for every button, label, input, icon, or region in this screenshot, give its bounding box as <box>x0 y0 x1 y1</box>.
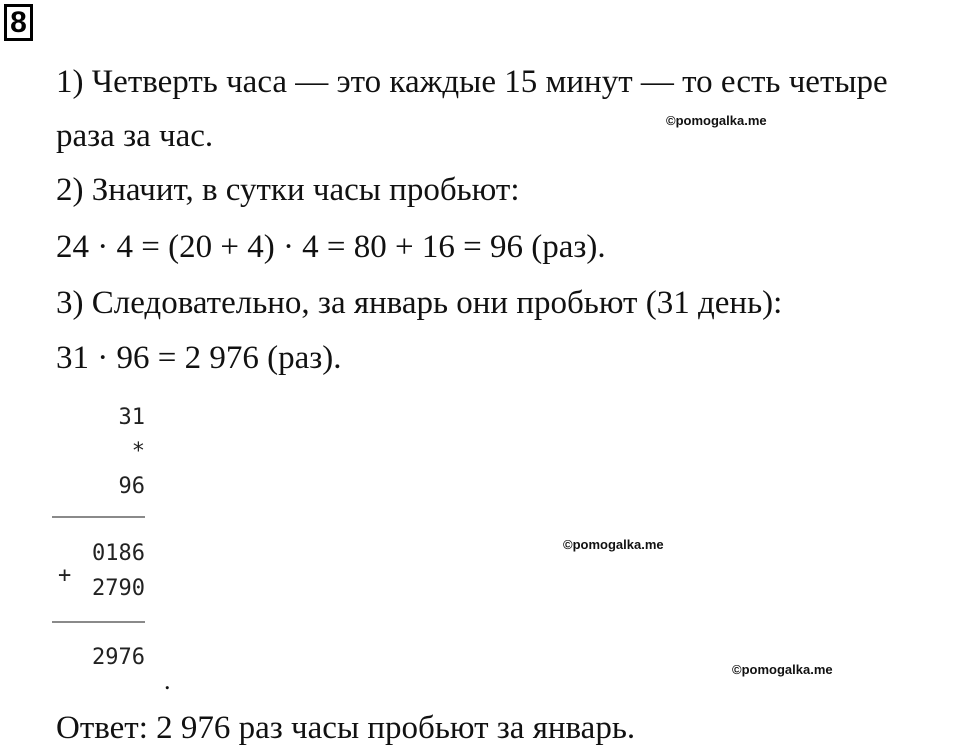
multiplicand: 31 <box>118 405 145 430</box>
solution-line-5: 3) Следовательно, за январь они пробьют (31 день): <box>56 285 783 321</box>
multiplier: 96 <box>118 474 145 499</box>
plus-sign: + <box>58 563 72 588</box>
watermark: ©pomogalka.me <box>732 662 833 677</box>
solution-line-1: 1) Четверть часа — это каждые 15 минут — то есть четыре <box>56 64 888 100</box>
answer-line: Ответ: 2 976 раз часы пробьют за январь. <box>56 710 636 746</box>
partial-product-2: 2790 <box>92 576 145 601</box>
column-rule-2 <box>52 621 145 623</box>
watermark: ©pomogalka.me <box>666 113 767 128</box>
trailing-dot: . <box>164 666 171 695</box>
solution-line-6: 31 · 96 = 2 976 (раз). <box>56 340 342 376</box>
watermark: ©pomogalka.me <box>563 537 664 552</box>
solution-line-3: 2) Значит, в сутки часы пробьют: <box>56 172 520 208</box>
column-result: 2976 <box>92 645 145 670</box>
column-rule-1 <box>52 516 145 518</box>
solution-line-4: 24 · 4 = (20 + 4) · 4 = 80 + 16 = 96 (раз). <box>56 229 606 265</box>
solution-line-2: раза за час. <box>56 118 214 154</box>
task-number-badge: 8 <box>4 4 33 41</box>
multiply-operator: * <box>131 439 145 464</box>
partial-product-1: 0186 <box>92 541 145 566</box>
